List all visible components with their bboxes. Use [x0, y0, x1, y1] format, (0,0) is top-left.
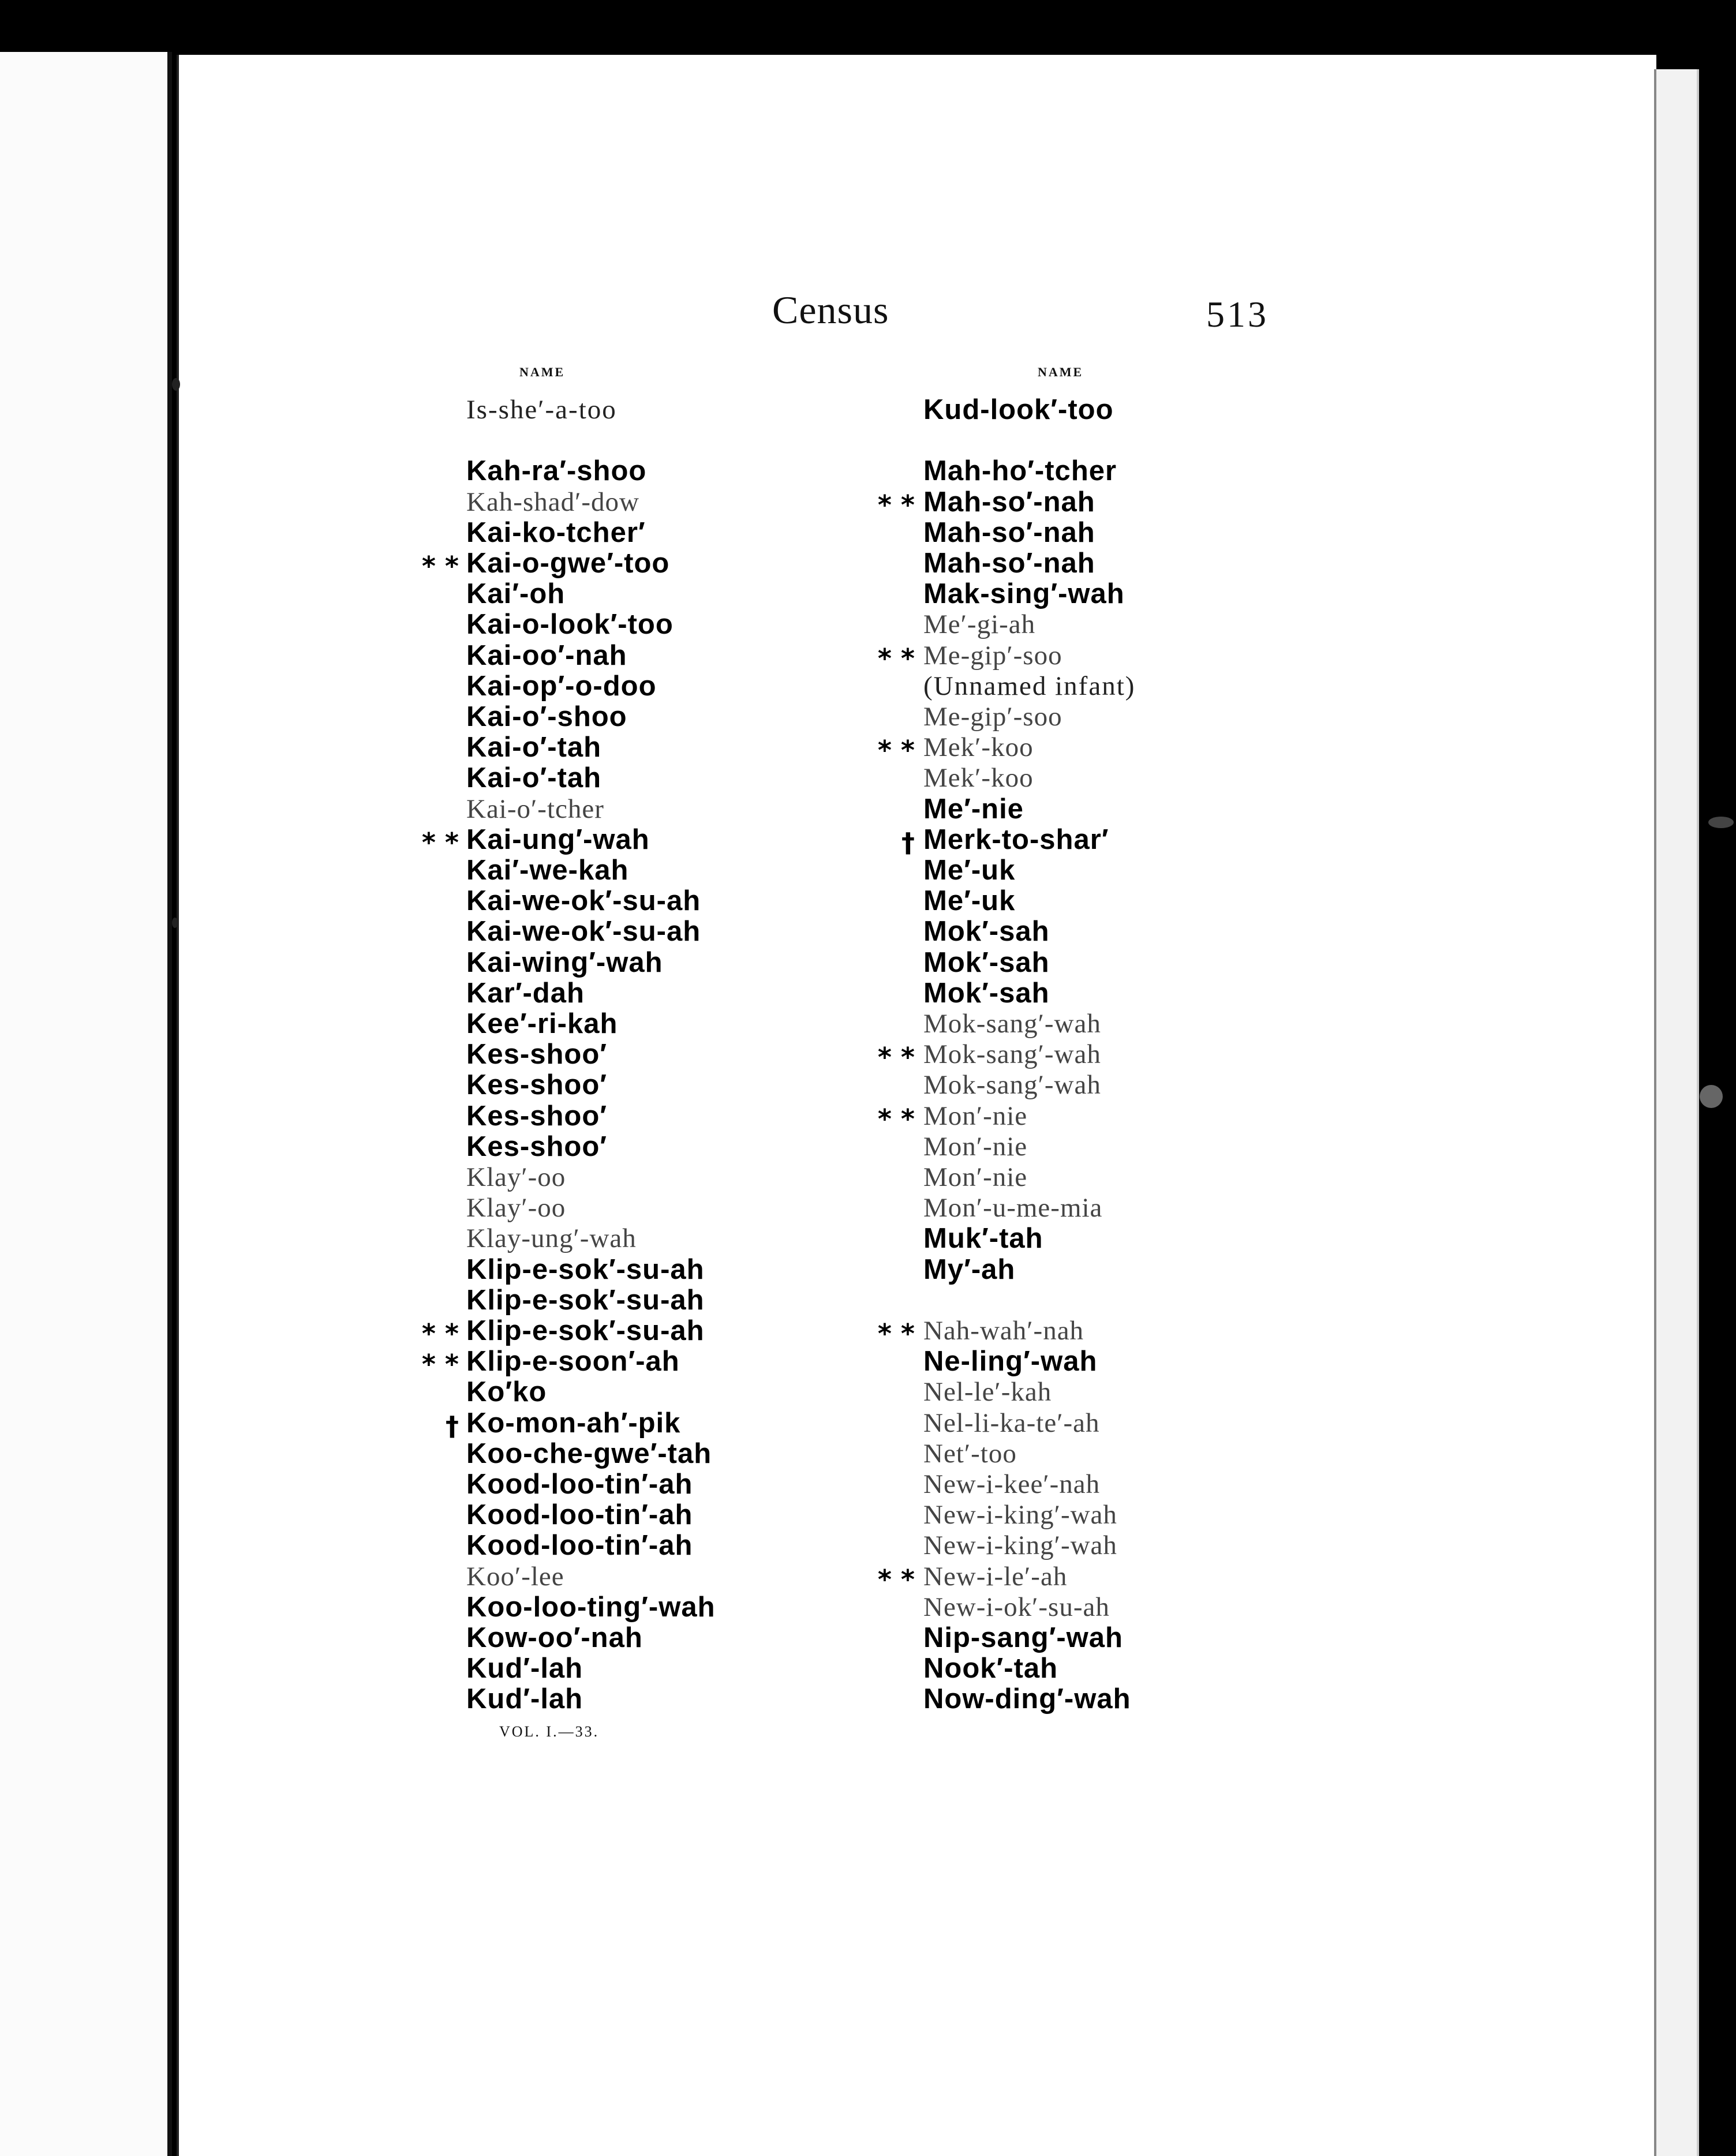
name-entry: Now-ding′-wah — [923, 1683, 1131, 1715]
name-entry: Kood-loo-tin′-ah — [466, 1499, 693, 1531]
name-entry: Mok-sang′-wah — [923, 1039, 1101, 1070]
name-entry: Mon′-nie — [923, 1101, 1028, 1131]
name-entry: Klip-e-sok′-su-ah — [466, 1315, 705, 1346]
name-entry: Klip-e-soon′-ah — [466, 1346, 680, 1378]
double-asterisk-marker: * * — [421, 551, 459, 582]
volume-signature: VOL. I.—33. — [499, 1723, 600, 1740]
name-entry: Koo-che-gwe′-tah — [466, 1438, 712, 1469]
name-entry: Kes-shoo′ — [466, 1039, 607, 1070]
name-entry: Me′-gi-ah — [923, 609, 1036, 640]
name-entry: Kood-loo-tin′-ah — [466, 1469, 693, 1500]
book-page — [177, 55, 1656, 2156]
name-entry: Kud′-lah — [466, 1683, 583, 1715]
scan-speck — [172, 918, 178, 928]
name-entry: Kai-o′-shoo — [466, 701, 627, 732]
name-entry: Kes-shoo′ — [466, 1069, 607, 1101]
dagger-marker: † — [901, 826, 915, 858]
name-entry: Nook′-tah — [923, 1653, 1058, 1685]
name-entry: Muk′-tah — [923, 1223, 1043, 1255]
double-asterisk-marker: * * — [421, 1349, 459, 1380]
name-entry: Koo′-lee — [466, 1561, 564, 1592]
name-entry: Kow-oo′-nah — [466, 1622, 643, 1653]
name-entry: New-i-ok′-su-ah — [923, 1592, 1110, 1622]
double-asterisk-marker: * * — [877, 735, 915, 766]
name-entry: Mak-sing′-wah — [923, 578, 1125, 610]
dagger-marker: † — [446, 1410, 459, 1442]
page-edge-strip — [1654, 69, 1699, 2156]
name-entry: Klip-e-sok′-su-ah — [466, 1253, 705, 1285]
name-entry: Me-gip′-soo — [923, 640, 1062, 671]
name-entry: Kai′-we-kah — [466, 855, 629, 886]
name-entry: New-i-le′-ah — [923, 1561, 1068, 1592]
name-entry: Kai-we-ok′-su-ah — [466, 916, 701, 948]
name-entry: Ko-mon-ah′-pik — [466, 1407, 681, 1439]
name-entry: Nel-li-ka-te′-ah — [923, 1408, 1100, 1438]
name-entry: Mon′-u-me-mia — [923, 1193, 1103, 1223]
name-entry: Mon′-nie — [923, 1162, 1028, 1192]
name-entry: Mok-sang′-wah — [923, 1070, 1101, 1101]
name-entry: Mah-ho′-tcher — [923, 455, 1117, 487]
name-entry: Nip-sang′-wah — [923, 1622, 1123, 1653]
name-entry: Ne-ling′-wah — [923, 1346, 1098, 1378]
name-entry: Is-she′-a-too — [466, 395, 617, 425]
name-entry: Klay-ung′-wah — [466, 1223, 637, 1254]
name-entry: Ko′ko — [466, 1376, 547, 1408]
name-entry: My′-ah — [923, 1253, 1016, 1285]
column-label-left: NAME — [519, 365, 566, 379]
name-entry: Kai-wing′-wah — [466, 946, 663, 978]
name-entry: Merk-to-shar′ — [923, 824, 1109, 855]
name-entry: Mek′-koo — [923, 763, 1034, 793]
double-asterisk-marker: * * — [877, 1318, 915, 1349]
name-entry: New-i-king′-wah — [923, 1500, 1117, 1530]
name-entry: Mah-so′-nah — [923, 548, 1095, 579]
name-entry: Kai-o′-tah — [466, 732, 602, 763]
name-entry: Kar′-dah — [466, 977, 585, 1009]
scan-speck — [172, 378, 180, 391]
column-label-right: NAME — [1038, 365, 1084, 379]
name-entry: Mah-so′-nah — [923, 486, 1095, 518]
name-entry: Koo-loo-ting′-wah — [466, 1591, 716, 1623]
name-entry: Kah-ra′-shoo — [466, 455, 647, 487]
name-entry: Kud′-lah — [466, 1653, 583, 1685]
double-asterisk-marker: * * — [421, 826, 459, 858]
name-entry: Kee′-ri-kah — [466, 1008, 618, 1039]
name-entry: Kai-o-look′-too — [466, 609, 674, 641]
double-asterisk-marker: * * — [877, 642, 915, 674]
name-entry: Kai-o′-tah — [466, 762, 602, 794]
name-entry: Kai-ko-tcher′ — [466, 516, 646, 548]
name-entry: Kood-loo-tin′-ah — [466, 1530, 693, 1562]
name-entry: Kud-look′-too — [923, 394, 1114, 425]
double-asterisk-marker: * * — [877, 489, 915, 521]
left-page-edge — [0, 52, 172, 2156]
name-entry: (Unnamed infant) — [923, 671, 1136, 701]
name-entry: Kes-shoo′ — [466, 1131, 607, 1162]
name-entry: Me′-nie — [923, 793, 1024, 825]
name-entry: Me′-uk — [923, 855, 1016, 886]
name-entry: Mah-so′-nah — [923, 516, 1095, 548]
name-entry: Kai-oo′-nah — [466, 639, 627, 671]
name-entry: Kai-ung′-wah — [466, 824, 650, 855]
double-asterisk-marker: * * — [877, 1042, 915, 1073]
name-entry: Kes-shoo′ — [466, 1100, 607, 1132]
name-entry: Kai-o′-tcher — [466, 793, 604, 824]
name-entry: Klay′-oo — [466, 1193, 566, 1223]
name-entry: Me′-uk — [923, 885, 1016, 917]
name-entry: Klip-e-sok′-su-ah — [466, 1284, 705, 1316]
scan-speck — [1708, 817, 1734, 828]
name-entry: Me-gip′-soo — [923, 702, 1062, 732]
scan-speck — [1700, 1085, 1723, 1108]
double-asterisk-marker: * * — [877, 1563, 915, 1595]
double-asterisk-marker: * * — [421, 1318, 459, 1349]
name-entry: Klay′-oo — [466, 1162, 566, 1192]
name-entry: Nel-le′-kah — [923, 1377, 1052, 1408]
name-entry: Mok′-sah — [923, 977, 1050, 1009]
name-entry: Mon′-nie — [923, 1131, 1028, 1162]
double-asterisk-marker: * * — [877, 1103, 915, 1135]
name-entry: Kai-we-ok′-su-ah — [466, 885, 701, 917]
name-entry: Net′-too — [923, 1438, 1017, 1469]
name-entry: New-i-king′-wah — [923, 1530, 1117, 1561]
name-entry: Kah-shad′-dow — [466, 486, 639, 517]
name-entry: Nah-wah′-nah — [923, 1316, 1084, 1346]
name-entry: Kai-o-gwe′-too — [466, 548, 670, 579]
name-entry: Kai′-oh — [466, 578, 566, 610]
name-entry: Mok′-sah — [923, 946, 1050, 978]
name-entry: Mok-sang′-wah — [923, 1009, 1101, 1039]
name-entry: Kai-op′-o-doo — [466, 670, 657, 702]
name-entry: Mek′-koo — [923, 732, 1034, 763]
name-entry: New-i-kee′-nah — [923, 1469, 1101, 1499]
page-title: Census — [772, 288, 889, 332]
name-entry: Mok′-sah — [923, 916, 1050, 948]
page-number: 513 — [1206, 294, 1269, 335]
